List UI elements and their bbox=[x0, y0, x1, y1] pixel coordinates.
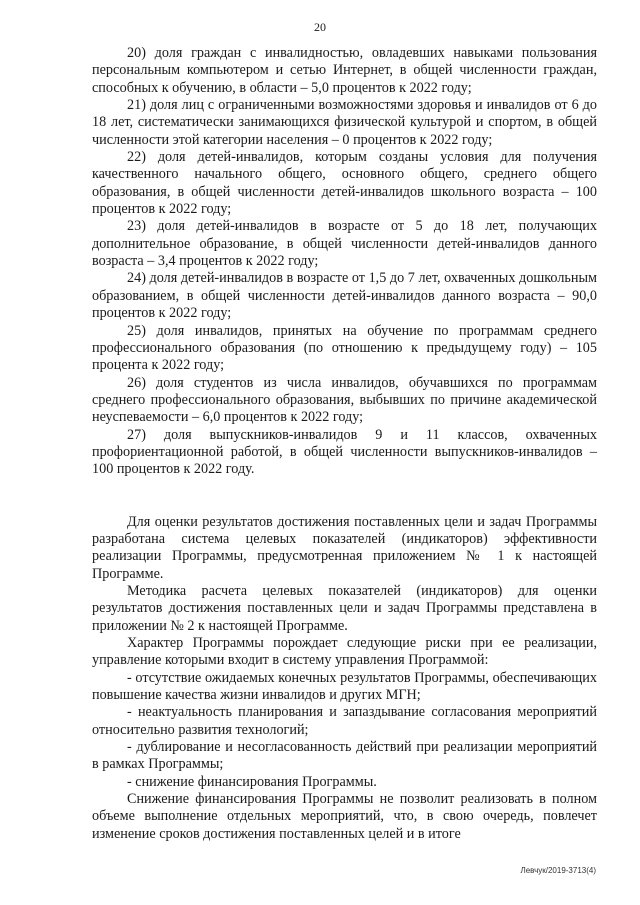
paragraph-item-20: 20) доля граждан с инвалидностью, овладевших навыками пользования персональным компьютером и сетью Интернет, в общей численности граждан, способных к обучению, в области – 5,0 процентов к 2022 году; bbox=[92, 45, 597, 96]
paragraph-risks-intro: Характер Программы порождает следующие риски при ее реализации, управление которыми входит в систему управления Программой: bbox=[92, 635, 597, 669]
paragraph-item-23: 23) доля детей-инвалидов в возрасте от 5 до 18 лет, получающих дополнительное образование, в общей численности детей-инвалидов данного возраста – 3,4 процентов к 2022 году; bbox=[92, 218, 597, 270]
risk-item-duplication: - дублирование и несогласованность действий при реализации мероприятий в рамках Программы; bbox=[92, 739, 597, 773]
paragraph-item-24: 24) доля детей-инвалидов в возрасте от 1,5 до 7 лет, охваченных дошкольным образованием, в общей численности детей-инвалидов данного возраста – 90,0 процентов к 2022 году; bbox=[92, 270, 597, 322]
risk-item-planning: - неактуальность планирования и запаздывание согласования мероприятий относительно развития технологий; bbox=[92, 704, 597, 738]
paragraph-methodology: Методика расчета целевых показателей (индикаторов) для оценки результатов достижения поставленных цели и задач Программы представлена в приложении № 2 к настоящей Программе. bbox=[92, 582, 597, 634]
risk-item-no-results: - отсутствие ожидаемых конечных результатов Программы, обеспечивающих повышение качества жизни инвалидов и других МГН; bbox=[92, 669, 597, 704]
paragraph-indicators-system: Для оценки результатов достижения поставленных цели и задач Программы разработана система целевых показателей (индикаторов) эффективности реализации Программы, предусмотренная приложением № 1 к настоящей Программе. bbox=[92, 513, 597, 582]
paragraph-item-25: 25) доля инвалидов, принятых на обучение по программам среднего профессионального образования (по отношению к предыдущему году) – 105 процента к 2022 году; bbox=[92, 322, 597, 374]
paragraph-item-22: 22) доля детей-инвалидов, которым созданы условия для получения качественного начального общего, основного общего, среднего общего образования, в общей численности детей-инвалидов школьного возраста – 100 процентов к 2022 году; bbox=[92, 149, 597, 218]
paragraph-item-27: 27) доля выпускников-инвалидов 9 и 11 классов, охваченных профориентационной работой, в общей численности выпускников-инвалидов – 100 процентов к 2022 году. bbox=[92, 426, 597, 478]
document-body bbox=[92, 45, 597, 843]
paragraph-item-21: 21) доля лиц с ограниченными возможностями здоровья и инвалидов от 6 до 18 лет, систематически занимающихся физической культурой и спортом, в общей численности этой категории населения – 0 процентов к 2022 году; bbox=[92, 97, 597, 148]
page-number: 20 bbox=[314, 20, 326, 34]
paragraph-funding-reduction: Снижение финансирования Программы не позволит реализовать в полном объеме выполнение отдельных мероприятий, что, в свою очередь, повлечет изменение сроков достижения поставленных целей и в итоге bbox=[92, 791, 597, 842]
footer-document-code: Левчук/2019-3713(4) bbox=[520, 866, 596, 875]
risk-item-funding: - снижение финансирования Программы. bbox=[127, 773, 377, 790]
paragraph-item-26: 26) доля студентов из числа инвалидов, обучавшихся по программам среднего профессионального образования, выбывших по причине академической неуспеваемости – 6,0 процентов к 2022 году; bbox=[92, 374, 597, 426]
